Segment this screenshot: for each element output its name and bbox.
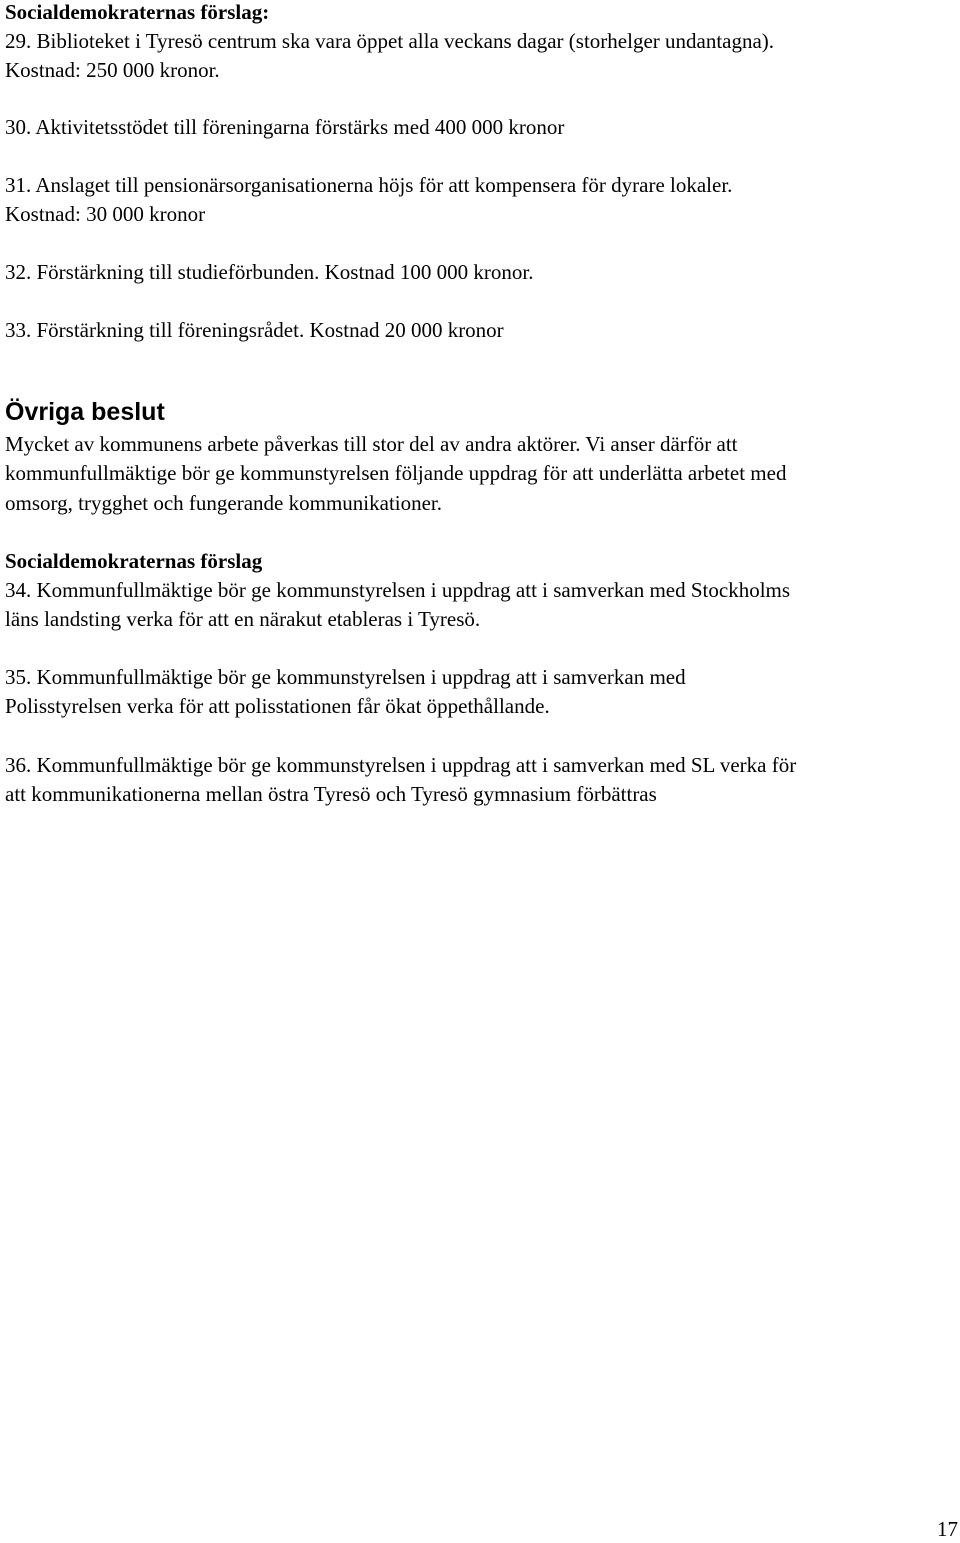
proposal-31-line-2: Kostnad: 30 000 kronor	[5, 202, 206, 226]
subheading: Socialdemokraternas förslag	[5, 549, 263, 573]
intro-line-1: Mycket av kommunens arbete påverkas till stor del av andra aktörer. Vi anser därför att	[5, 432, 738, 456]
proposal-34-line-1: 34. Kommunfullmäktige bör ge kommunstyrelsen i uppdrag att i samverkan med Stockholms	[5, 578, 791, 602]
proposal-36-line-2: att kommunikationerna mellan östra Tyresö och Tyresö gymnasium förbättras	[5, 782, 657, 806]
proposal-29-line-1: 29. Biblioteket i Tyresö centrum ska vara öppet alla veckans dagar (storhelger undantagna).	[5, 29, 775, 53]
proposal-35-line-2: Polisstyrelsen verka för att polisstationen får ökat öppethållande.	[5, 694, 550, 718]
page-number: 17	[937, 1517, 958, 1541]
section-heading: Socialdemokraternas förslag:	[5, 0, 270, 24]
proposal-32-line-1: 32. Förstärkning till studieförbunden. Kostnad 100 000 kronor.	[5, 260, 534, 284]
proposal-35-line-1: 35. Kommunfullmäktige bör ge kommunstyrelsen i uppdrag att i samverkan med	[5, 665, 686, 689]
proposal-36-line-1: 36. Kommunfullmäktige bör ge kommunstyrelsen i uppdrag att i samverkan med SL verka för	[5, 753, 797, 777]
proposal-30-line-1: 30. Aktivitetsstödet till föreningarna förstärks med 400 000 kronor	[5, 115, 565, 139]
intro-line-3: omsorg, trygghet och fungerande kommunikationer.	[5, 491, 443, 515]
proposal-34-line-2: läns landsting verka för att en närakut etableras i Tyresö.	[5, 607, 481, 631]
proposal-29-line-2: Kostnad: 250 000 kronor.	[5, 58, 220, 82]
section-title-ovriga-beslut: Övriga beslut	[5, 398, 165, 426]
intro-line-2: kommunfullmäktige bör ge kommunstyrelsen följande uppdrag för att underlätta arbetet med	[5, 461, 787, 485]
proposal-33-line-1: 33. Förstärkning till föreningsrådet. Kostnad 20 000 kronor	[5, 318, 504, 342]
proposal-31-line-1: 31. Anslaget till pensionärsorganisationerna höjs för att kompensera för dyrare lokaler.	[5, 173, 733, 197]
